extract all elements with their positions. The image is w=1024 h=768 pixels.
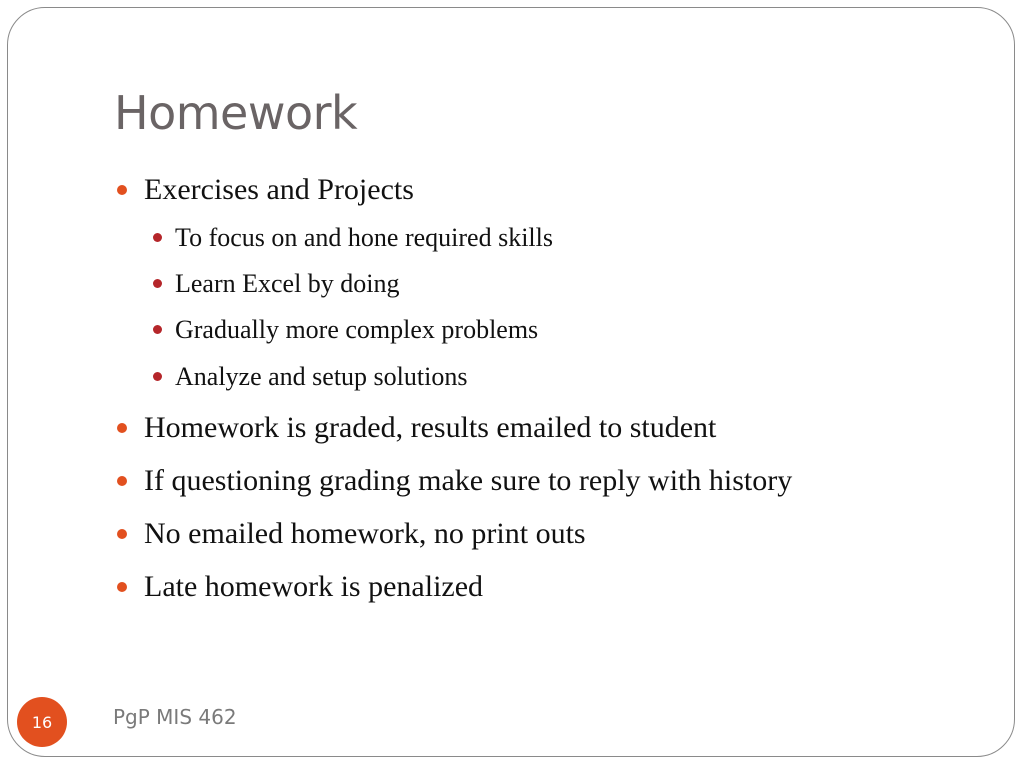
bullet-text: If questioning grading make sure to reply with history [144,464,793,497]
bullet-dot-icon [153,325,162,334]
bullet-dot-icon [153,279,162,288]
slide-title: Homework [114,86,358,140]
bullet-text: Homework is graded, results emailed to student [144,411,717,444]
bullet-text: Learn Excel by doing [175,269,400,298]
bullet-dot-icon [117,529,127,539]
bullet-dot-icon [117,185,127,195]
bullet-dot-icon [153,233,162,242]
sub-bullet-item [175,222,553,253]
bullet-text: Late homework is penalized [144,570,484,603]
page-number-badge [17,697,67,747]
bullet-text: Exercises and Projects [144,173,414,206]
bullet-item [144,410,716,446]
bullet-item [144,516,586,552]
sub-bullet-item [175,268,400,299]
bullet-item [144,172,414,208]
bullet-dot-icon [117,582,127,592]
bullet-item [144,569,483,605]
bullet-text: Analyze and setup solutions [175,362,468,391]
page-number: 16 [31,712,53,732]
bullet-text: Gradually more complex problems [175,315,539,344]
bullet-item [144,463,792,499]
bullet-text: No emailed homework, no print outs [144,517,586,550]
bullet-dot-icon [153,372,162,381]
bullet-dot-icon [117,423,127,433]
sub-bullet-item [175,314,538,345]
bullet-text: To focus on and hone required skills [175,223,553,252]
bullet-dot-icon [117,476,127,486]
footer-text: PgP MIS 462 [113,705,237,729]
sub-bullet-item [175,361,467,392]
